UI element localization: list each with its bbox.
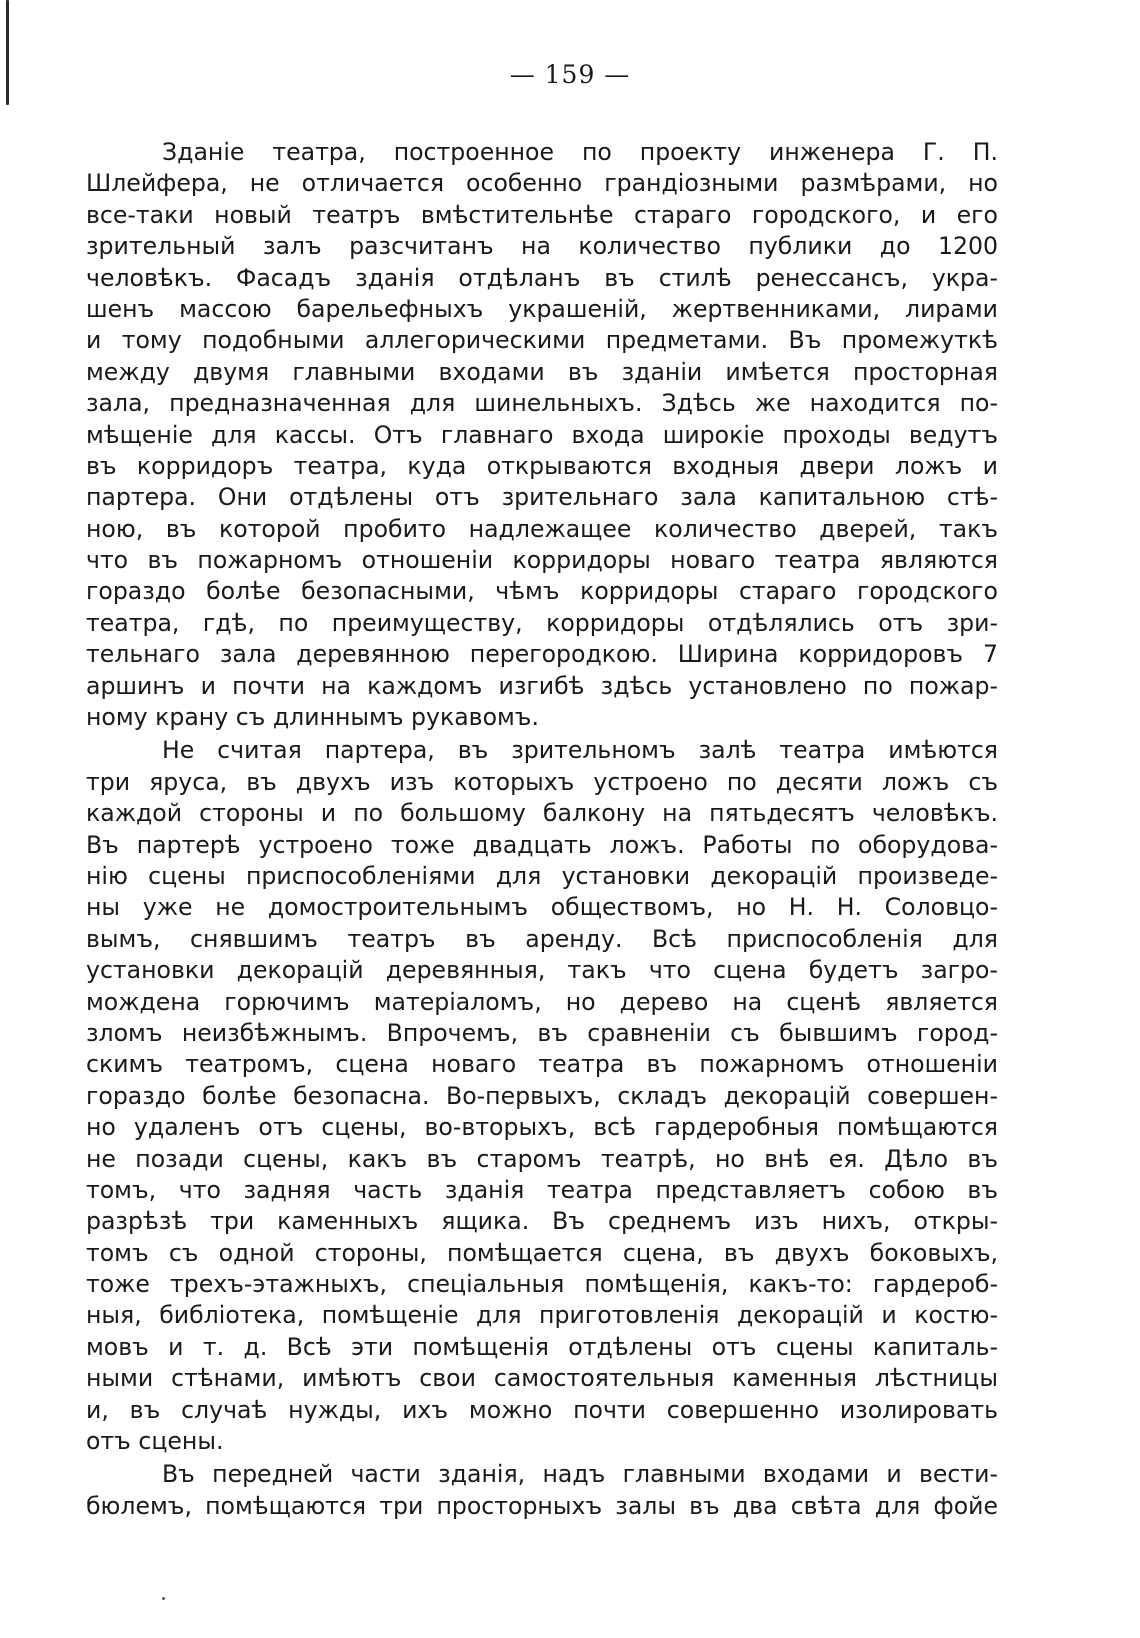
text-line: что въ пожарномъ отношеніи корридоры новаго театра являются <box>86 546 998 575</box>
body-text <box>86 137 998 1522</box>
text-line: ныя, библіотека, помѣщеніе для приготовленія декорацій и костю- <box>86 1301 998 1330</box>
paragraph-1 <box>86 137 998 733</box>
text-line: мождена горючимъ матеріаломъ, но дерево на сценѣ является <box>86 987 998 1016</box>
text-line: бюлемъ, помѣщаются три просторныхъ залы въ два свѣта для фойе <box>86 1491 998 1520</box>
text-line: партера. Они отдѣлены отъ зрительнаго зала капитальною стѣ- <box>86 483 998 512</box>
text-line: шенъ массою барельефныхъ украшеній, жертвенниками, лирами <box>86 294 998 323</box>
text-line: Шлейфера, не отличается особенно грандіозными размѣрами, но <box>86 169 998 198</box>
text-line: и, въ случаѣ нужды, ихъ можно почти совершенно изолировать <box>86 1395 998 1424</box>
text-line: все-таки новый театръ вмѣстительнѣе стараго городского, и его <box>86 200 998 229</box>
text-line: аршинъ и почти на каждомъ изгибѣ здѣсь установлено по пожар- <box>86 671 998 700</box>
text-line: каждой стороны и по большому балкону на пятьдесятъ человѣкъ. <box>86 799 998 828</box>
text-line: человѣкъ. Фасадъ зданія отдѣланъ въ стилѣ ренессансъ, укра- <box>86 263 998 292</box>
text-line: гораздо болѣе безопасна. Во-первыхъ, складъ декорацій совершен- <box>86 1081 998 1110</box>
text-line: мѣщеніе для кассы. Отъ главнаго входа широкіе проходы ведутъ <box>86 420 998 449</box>
text-line: Не считая партера, въ зрительномъ залѣ театра имѣются <box>162 736 998 765</box>
text-line: ными стѣнами, имѣютъ свои самостоятельныя каменныя лѣстницы <box>86 1364 998 1393</box>
text-line: разрѣзѣ три каменныхъ ящика. Въ среднемъ изъ нихъ, откры- <box>86 1207 998 1236</box>
page-number: — 159 — <box>509 60 631 89</box>
text-line: установки декорацій деревянныя, такъ что сцена будетъ загро- <box>86 956 998 985</box>
text-line: отъ сцены. <box>86 1427 224 1456</box>
text-line: ны уже не домостроительнымъ обществомъ, но Н. Н. Соловцо- <box>86 893 998 922</box>
page-edge-mark <box>6 0 9 105</box>
text-line: Въ передней части зданія, надъ главными входами и вести- <box>162 1460 998 1489</box>
text-line: въ корридоръ театра, куда открываются входныя двери ложъ и <box>86 451 998 480</box>
text-line: между двумя главными входами въ зданіи имѣется просторная <box>86 357 998 386</box>
text-line: Зданіе театра, построенное по проекту инженера Г. П. <box>162 138 998 166</box>
text-line: вымъ, снявшимъ театръ въ аренду. Всѣ приспособленія для <box>86 924 998 953</box>
text-line: Въ партерѣ устроено тоже двадцать ложъ. Работы по оборудова- <box>86 830 998 859</box>
text-line: тоже трехъ-этажныхъ, спеціальныя помѣщенія, какъ-то: гардероб- <box>86 1270 998 1299</box>
stray-ink-dot <box>162 1597 165 1600</box>
text-line: и тому подобными аллегорическими предметами. Въ промежуткѣ <box>86 326 998 355</box>
text-line: скимъ театромъ, сцена новаго театра въ пожарномъ отношеніи <box>86 1050 998 1079</box>
paragraph-2 <box>86 735 998 1457</box>
text-line: томъ съ одной стороны, помѣщается сцена, въ двухъ боковыхъ, <box>86 1238 998 1267</box>
text-line: ною, въ которой пробито надлежащее количество дверей, такъ <box>86 514 998 543</box>
text-line: зала, предназначенная для шинельныхъ. Здѣсь же находится по- <box>86 389 998 418</box>
text-line: ному крану съ длиннымъ рукавомъ. <box>86 703 539 732</box>
text-line: томъ, что задняя часть зданія театра представляетъ собою въ <box>86 1175 998 1204</box>
text-line: не позади сцены, какъ въ старомъ театрѣ, но внѣ ея. Дѣло въ <box>86 1144 998 1173</box>
text-line: зрительный залъ разсчитанъ на количество публики до 1200 <box>86 232 998 261</box>
text-line: тельнаго зала деревянною перегородкою. Ширина корридоровъ 7 <box>86 640 998 669</box>
text-line: гораздо болѣе безопасными, чѣмъ корридоры стараго городского <box>86 577 998 606</box>
text-line: нію сцены приспособленіями для установки декорацій произведе- <box>86 861 998 890</box>
text-line: три яруса, въ двухъ изъ которыхъ устроено по десяти ложъ съ <box>86 767 998 796</box>
text-line: театра, гдѣ, по преимуществу, корридоры отдѣлялись отъ зри- <box>86 608 998 637</box>
text-line: но удаленъ отъ сцены, во-вторыхъ, всѣ гардеробныя помѣщаются <box>86 1113 998 1142</box>
paragraph-3 <box>86 1459 998 1522</box>
text-line: зломъ неизбѣжнымъ. Впрочемъ, въ сравненіи съ бывшимъ город- <box>86 1018 998 1047</box>
text-line: мовъ и т. д. Всѣ эти помѣщенія отдѣлены отъ сцены капиталь- <box>86 1332 998 1361</box>
